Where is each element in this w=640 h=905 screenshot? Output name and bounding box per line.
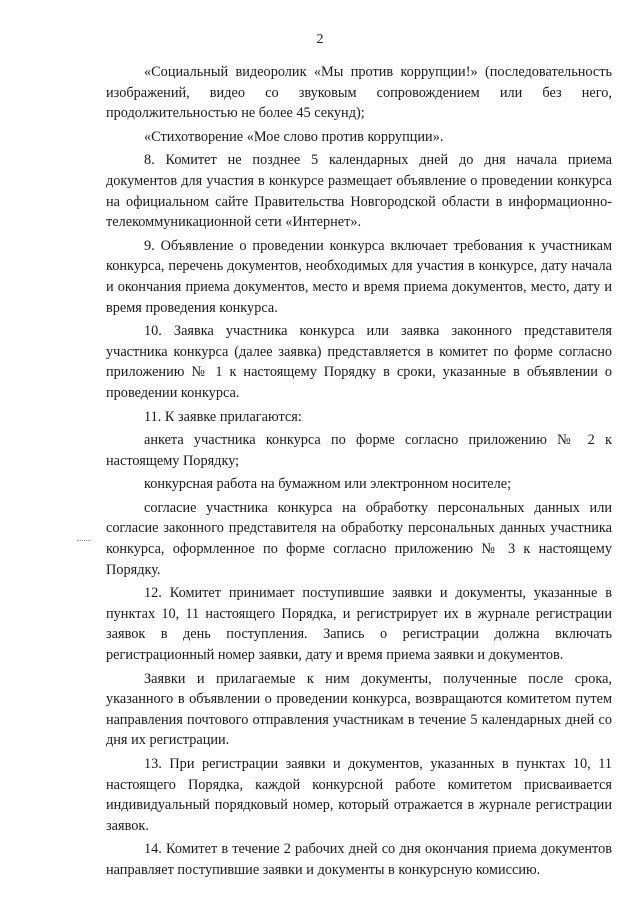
paragraph: Заявки и прилагаемые к ним документы, полученные после срока, указанного в объявлении о проведении конкурса, возвращаются комитетом путем направления почтового отправления участникам в течение 5 календарных дней со дня их регистрации. <box>106 670 612 749</box>
paragraph: 12. Комитет принимает поступившие заявки и документы, указанные в пунктах 10, 11 настоящего Порядка, и регистрирует их в журнале регистрации заявок в день поступления. Запись о регистрации должна включать регистрационный номер заявки, дату и время приема заявки и документов. <box>106 585 612 664</box>
paragraph: 13. При регистрации заявки и документов, указанных в пунктах 10, 11 настоящего Порядка, каждой конкурсной работе комитетом присваивается индивидуальный порядковый номер, который отражается в журнале регистрации заявок. <box>106 756 612 834</box>
paragraph: 11. К заявке прилагаются: <box>144 408 302 425</box>
paragraph: 8. Комитет не позднее 5 календарных дней до дня начала приема документов для участия в конкурсе размещает объявление о проведении конкурса на официальном сайте Правительства Новгородской области в информационно-телекоммуникационной сети «Интернет». <box>106 152 612 231</box>
paragraph: «Стихотворение «Мое слово против коррупции». <box>144 128 444 145</box>
paragraph: 9. Объявление о проведении конкурса включает требования к участникам конкурса, перечень документов, необходимых для участия в конкурсе, дату начала и окончания приема документов, место и время приема документов, место, дату и время проведения конкурса. <box>106 237 612 316</box>
paragraph: анкета участника конкурса по форме согласно приложению № 2 к настоящему Порядку; <box>106 432 612 469</box>
margin-mark <box>77 540 91 543</box>
paragraph: 10. Заявка участника конкурса или заявка законного представителя участника конкурса (далее заявка) представляется в комитет по форме согласно приложению № 1 к настоящему Порядку в сроки, указанные в объявлении о проведении конкурса. <box>106 323 612 401</box>
page-number: 2 <box>316 32 324 47</box>
paragraph: конкурсная работа на бумажном или электронном носителе; <box>144 476 512 493</box>
document-body <box>106 62 612 884</box>
paragraph: 14. Комитет в течение 2 рабочих дней со дня окончания приема документов направляет поступившие заявки и документы в конкурсную комиссию. <box>106 841 612 878</box>
paragraph: согласие участника конкурса на обработку персональных данных или согласие законного представителя на обработку персональных данных участника конкурса, оформленное по форме согласно приложению № 3 к настоящему Порядку. <box>106 499 612 578</box>
paragraph: «Социальный видеоролик «Мы против коррупции!» (последовательность изображений, видео со звуковым сопровождением или без него, продолжительностью не более 45 секунд); <box>106 64 612 122</box>
